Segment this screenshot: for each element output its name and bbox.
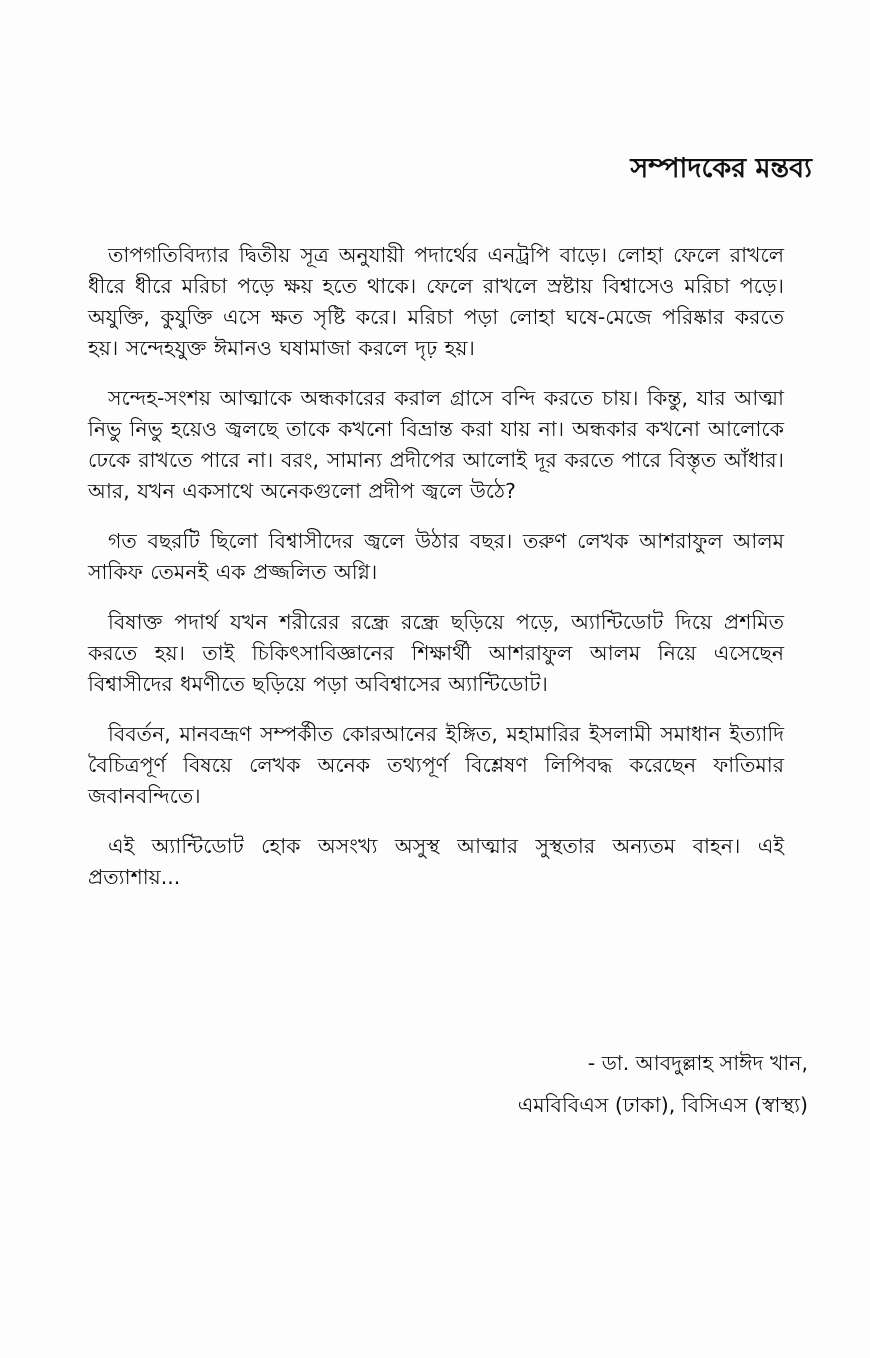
page-heading: সম্পাদকের মন্তব্য [630, 153, 812, 184]
paragraph-1: তাপগতিবিদ্যার দ্বিতীয় সূত্র অনুযায়ী পদার্থের এনট্রপি বাড়ে। লোহা ফেলে রাখলে ধীরে ধীরে মরিচা পড়ে ক্ষয় হতে থাকে। ফেলে রাখলে স্রষ্টায় বিশ্বাসেও মরিচা পড়ে। অযুক্তি, কুযুক্তি এসে ক্ষত সৃষ্টি করে। মরিচা পড়া লোহা ঘষে-মেজে পরিষ্কার করতে হয়। সন্দেহযুক্ত ঈমানও ঘষামাজা করলে দৃঢ় হয়। [88, 243, 784, 360]
paragraph-5: বিবর্তন, মানবভ্রূণ সম্পর্কীত কোরআনের ইঙ্গিত, মহামারির ইসলামী সমাধান ইত্যাদি বৈচিত্রপূর্ণ বিষয়ে লেখক অনেক তথ্যপূর্ণ বিশ্লেষণ লিপিবদ্ধ করেছেন ফাতিমার জবানবন্দিতে। [88, 722, 784, 808]
paragraph-3: গত বছরটি ছিলো বিশ্বাসীদের জ্বলে উঠার বছর। তরুণ লেখক আশরাফুল আলম সাকিফ তেমনই এক প্রজ্জলিত অগ্নি। [88, 529, 784, 584]
signature-block [518, 1042, 808, 1126]
signature-name: - ডা. আবদুল্লাহ সাঈদ খান, [587, 1051, 808, 1075]
editorial-body [88, 240, 784, 912]
signature-credentials: এমবিবিএস (ঢাকা), বিসিএস (স্বাস্থ্য) [517, 1093, 808, 1117]
paragraph-4: বিষাক্ত পদার্থ যখন শরীরের রন্ধ্রে রন্ধ্রে ছড়িয়ে পড়ে, অ্যান্টিডোট দিয়ে প্রশমিত করতে হয়। তাই চিকিৎসাবিজ্ঞানের শিক্ষার্থী আশরাফুল আলম নিয়ে এসেছেন বিশ্বাসীদের ধমণীতে ছড়িয়ে পড়া অবিশ্বাসের অ্যান্টিডোট। [88, 610, 784, 696]
paragraph-6: এই অ্যান্টিডোট হোক অসংখ্য অসুস্থ আত্মার সুস্থতার অন্যতম বাহন। এই প্রত্যাশায়... [88, 834, 784, 889]
paragraph-2: সন্দেহ-সংশয় আত্মাকে অন্ধকারের করাল গ্রাসে বন্দি করতে চায়। কিন্তু, যার আত্মা নিভু নিভু হয়েও জ্বলছে তাকে কখনো বিভ্রান্ত করা যায় না। অন্ধকার কখনো আলোকে ঢেকে রাখতে পারে না। বরং, সামান্য প্রদীপের আলোই দূর করতে পারে বিস্তৃত আঁধার। আর, যখন একসাথে অনেকগুলো প্রদীপ জ্বলে উঠে? [88, 386, 784, 503]
